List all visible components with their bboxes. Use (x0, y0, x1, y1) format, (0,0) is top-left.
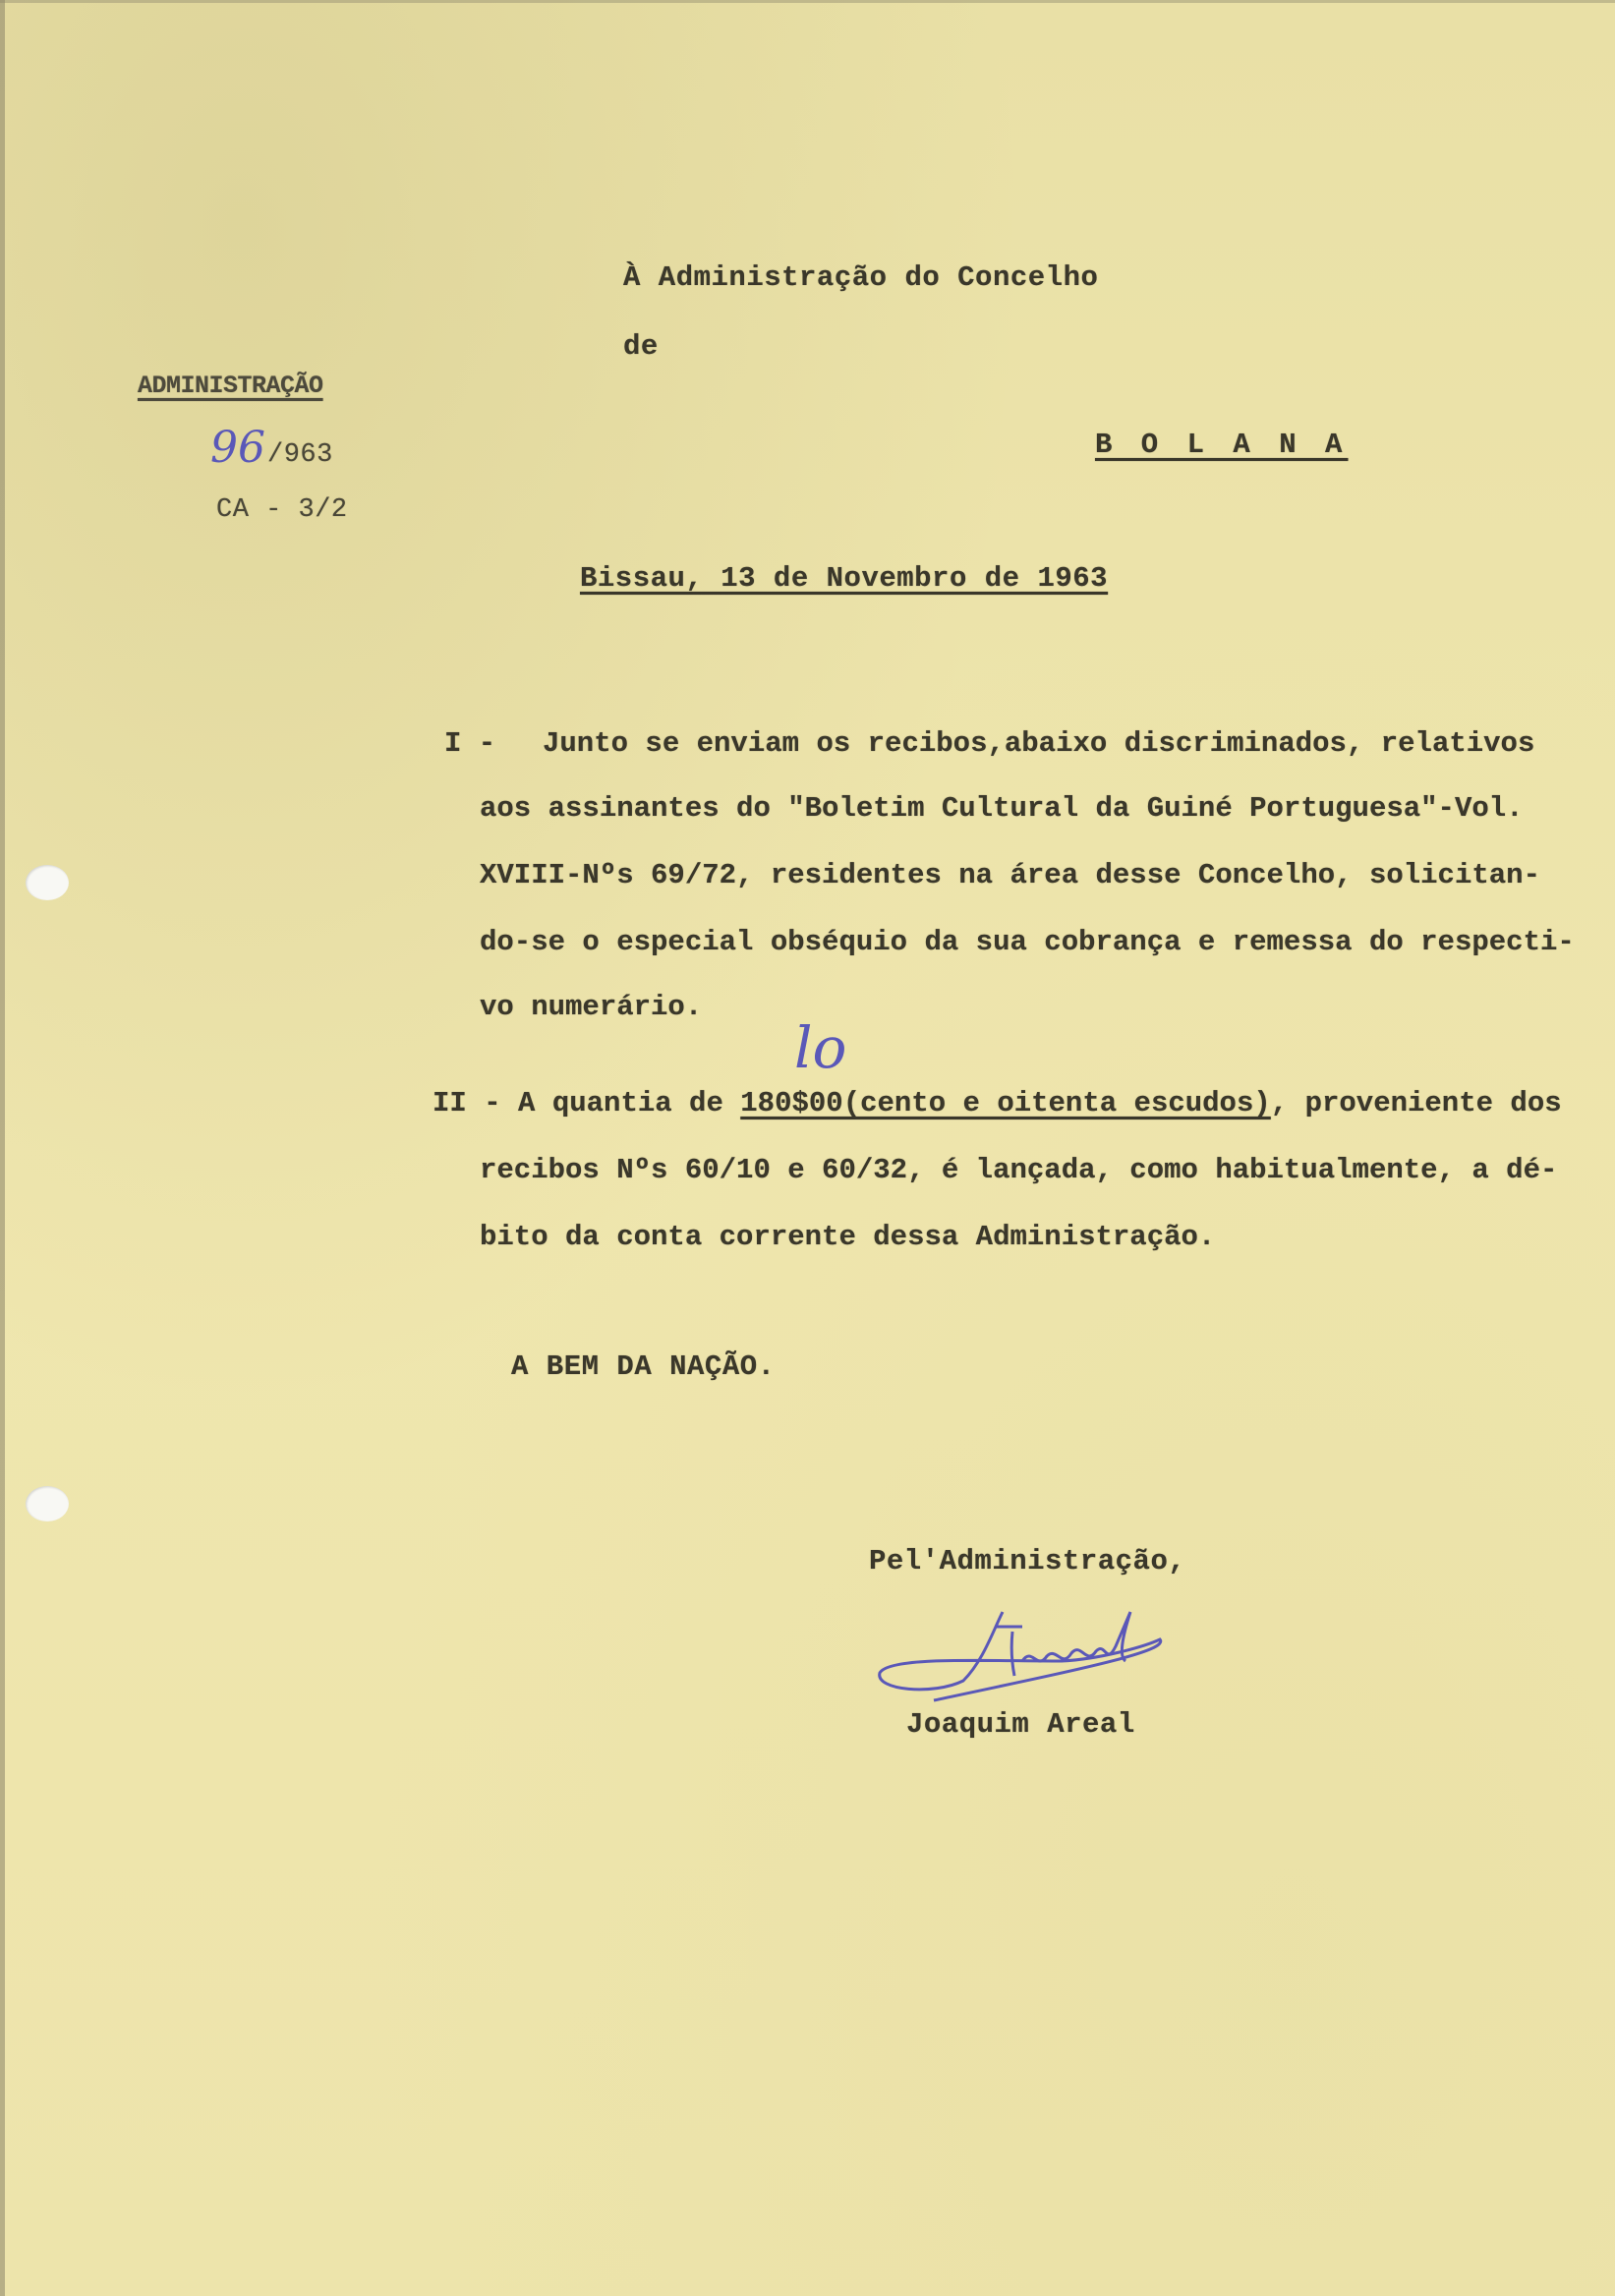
paragraph-1-line: Junto se enviam os recibos,abaixo discriminados, relativos (543, 727, 1535, 760)
paragraph-2-line: recibos Nºs 60/10 e 60/32, é lançada, como habitualmente, a dé- (480, 1154, 1558, 1186)
punch-hole-top (26, 865, 69, 900)
addressee-line-2: de (623, 330, 659, 363)
signature-on-behalf: Pel'Administração, (869, 1545, 1186, 1578)
paragraph-1-marker: I - (444, 727, 496, 760)
signatory-name: Joaquim Areal (906, 1708, 1135, 1741)
amount-handwritten-annotation: lo (794, 1014, 847, 1081)
date-line: Bissau, 13 de Novembro de 1963 (580, 562, 1109, 595)
closing-formula: A BEM DA NAÇÃO. (511, 1350, 776, 1383)
punch-hole-bottom (26, 1486, 69, 1521)
page-left-edge (0, 0, 5, 2296)
paragraph-1-line: do-se o especial obséquio da sua cobrança e remessa do respecti- (480, 926, 1575, 958)
paragraph-2-suffix: , proveniente dos (1270, 1087, 1562, 1119)
paragraph-2-marker: II - (433, 1087, 501, 1119)
addressee-place: B O L A N A (1095, 429, 1349, 461)
page-top-edge (0, 0, 1615, 3)
paragraph-2-amount: 180$00(cento e oitenta escudos) (740, 1087, 1271, 1119)
reference-code: CA - 3/2 (216, 495, 348, 525)
paragraph-1-line: aos assinantes do "Boletim Cultural da Guiné Portuguesa"-Vol. (480, 792, 1524, 825)
paragraph-2-prefix: A quantia de (518, 1087, 741, 1119)
paragraph-2-first-line (433, 1087, 1562, 1119)
paragraph-1-line: vo numerário. (480, 991, 703, 1023)
handwritten-signature-icon (865, 1592, 1180, 1710)
reference-year: /963 (267, 440, 333, 470)
paragraph-1-line: XVIII-Nºs 69/72, residentes na área desse Concelho, solicitan- (480, 859, 1540, 891)
reference-office: ADMINISTRAÇÃO (138, 372, 323, 400)
reference-number-handwritten: 96 (210, 423, 265, 473)
paragraph-2-line: bito da conta corrente dessa Administração. (480, 1221, 1216, 1253)
addressee-line-1: À Administração do Concelho (623, 261, 1099, 294)
